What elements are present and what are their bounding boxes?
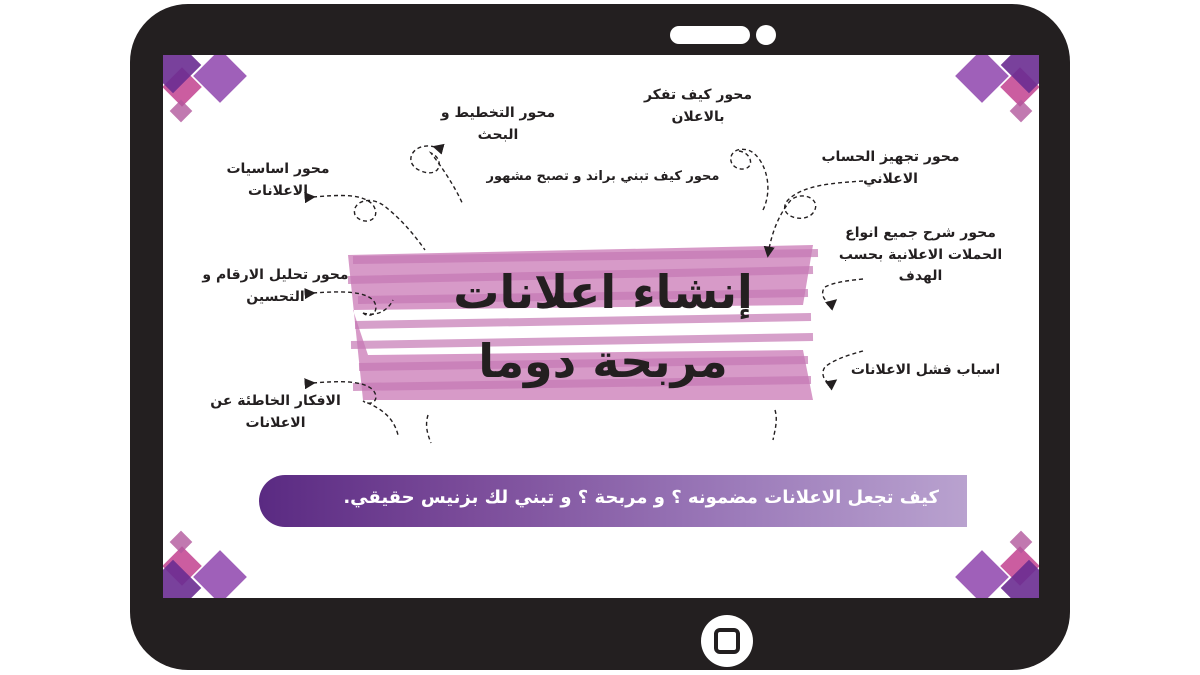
topic-thinking: محور كيف تفكر بالاعلان xyxy=(643,87,753,125)
title-line-1: إنشاء اعلانات xyxy=(453,265,753,319)
topic-planning: محور التخطيط و البحث xyxy=(440,105,556,143)
topic-analysis: محور تحليل الارقام و التحسين xyxy=(202,267,349,305)
title-line-2: مربحة دوما xyxy=(478,334,728,388)
topic-basics: محور اساسيات الاعلانات xyxy=(226,161,330,199)
topic-myths: الافكار الخاطئة عن الاعلانات xyxy=(210,393,341,431)
main-title xyxy=(363,258,843,396)
title-block xyxy=(363,240,843,440)
topic-brand: محور كيف تبني براند و تصبح مشهور xyxy=(486,169,720,184)
topic-account: محور تجهيز الحساب الاعلاني xyxy=(821,149,960,187)
banner-text: كيف تجعل الاعلانات مضمونه ؟ و مربحة ؟ و تبني لك بزنيس حقيقي. xyxy=(343,487,939,508)
camera-icon xyxy=(756,25,776,45)
home-button-icon[interactable] xyxy=(701,615,753,667)
bottom-banner xyxy=(259,475,967,527)
tablet-screen xyxy=(163,55,1039,598)
topic-campaigns: محور شرح جميع انواع الحملات الاعلانية بحسب الهدف xyxy=(838,225,1003,285)
topic-failure: اسباب فشل الاعلانات xyxy=(850,362,1001,378)
speaker-icon xyxy=(670,26,750,44)
